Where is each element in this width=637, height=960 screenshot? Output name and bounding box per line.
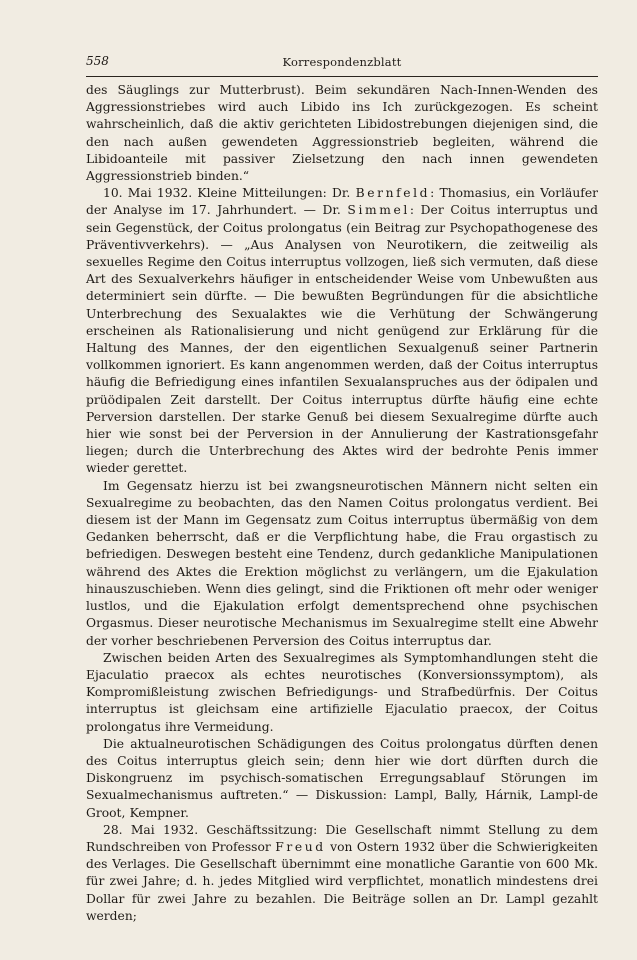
- paragraph-continuation: des Säuglings zur Mutterbrust). Beim sekundären Nach-Innen-Wenden des Aggressionstriebes wird auch Libido ins Ich zurückgezogen. Es scheint wahrscheinlich, daß die aktiv gerichteten Libidostrebungen diejenigen sind, die den nach außen gewendeten Aggressionstrieb begleiten, während die Libidoanteile mit passiver Zielsetzung den nach innen gewendeten Aggressionstrieb binden.“: [86, 83, 598, 184]
- paragraph-lead: 10. Mai 1932. Kleine Mitteilungen: Dr.: [103, 186, 356, 201]
- paragraph-may-10: [86, 185, 598, 477]
- paragraph-rest: : Der Coitus interruptus und sein Gegenstück, der Coitus prolongatus (ein Beitrag zur Psychopathogenese des Präventivverkehrs). — „Aus Analysen von Neurotikern, die zeitweilig als sexuelles Regime den Coitus interruptus vollzogen, ließ sich vermuten, daß diese Art des Sexualverkehrs häufiger in entscheidender Weise vom Unbewußten aus determiniert sein dürfte. — Die bewußten Begründungen für die absichtliche Unterbrechung des Sexualaktes wie die Verhütung der Schwängerung erscheinen als Rationalisierung und nicht genügend zur Erklärung für die Haltung des Mannes, der den eigentlichen Sexualgenuß seiner Partnerin vollkommen ignoriert. Es kann angenommen werden, daß der Coitus interruptus häufig die Befriedigung eines infantilen Sexualanspruches aus der ödipalen und prüödipalen Zeit darstellt. Der Coitus interruptus dürfte häufig eine echte Perversion darstellen. Der starke Genuß bei diesem Sexualregime dürfte auch hier wie sonst bei der Perversion in der Annulierung der Kastrationsgefahr liegen; durch die Unterbrechung des Aktes wird der bedrohte Penis immer wieder gerettet.: [86, 203, 598, 476]
- author-name-simmel: Simmel: [347, 203, 410, 218]
- paragraph-coitus-prolongatus: Im Gegensatz hierzu ist bei zwangsneurotischen Männern nicht selten ein Sexualregime zu beobachten, das den Namen Coitus prolongatus verdient. Bei diesem ist der Mann im Gegensatz zum Coitus interruptus übermäßig von dem Gedanken beherrscht, daß er die Verpflichtung habe, die Frau orgastisch zu befriedigen. Deswegen besteht eine Tendenz, durch gedankliche Manipulationen während des Aktes die Erektion möglichst zu verlängern, um die Ejakulation hinauszuschieben. Wenn dies gelingt, sind die Friktionen oft mehr oder weniger lustlos, und die Ejakulation erfolgt dementsprechend ohne psychischen Orgasmus. Dieser neurotische Mechanismus im Sexualregime stellt eine Abwehr der vorher beschriebenen Perversion des Coitus interruptus dar.: [86, 478, 598, 648]
- header-rule: [86, 76, 598, 77]
- paragraph-lead: 28. Mai 1932. Geschäftssitzung: Die Gesellschaft nimmt Stellung zu dem Rundschreiben von Professor: [86, 822, 598, 854]
- running-head: Korrespondenzblatt: [282, 55, 402, 69]
- paragraph-aktualneurotisch: Die aktualneurotischen Schädigungen des Coitus prolongatus dürften denen des Coitus interruptus gleich sein; denn hier wie dort dürften durch die Diskongruenz im psychisch-somatischen Erregungsablauf Störungen im Sexualmechanismus auftreten.“ — Diskussion: Lampl, Bally, Hárnik, Lampl-de Groot, Kempner.: [86, 736, 598, 820]
- page-header: [86, 52, 598, 72]
- body-text: [86, 82, 598, 925]
- author-name-bernfeld: Bernfeld: [355, 186, 431, 201]
- paragraph-ejaculatio-praecox: Zwischen beiden Arten des Sexualregimes als Symptomhandlungen steht die Ejaculatio praecox als echtes neurotisches (Konversionssymptom), als Kompromißleistung zwischen Befriedigungs- und Strafbedürfnis. Der Coitus interruptus ist gleichsam eine artifizielle Ejaculatio praecox, der Coitus prolongatus ihre Vermeidung.: [86, 650, 598, 734]
- paragraph-rest: von Ostern 1932 über die Schwierigkeiten des Verlages. Die Gesellschaft übernimmt eine monatliche Garantie von 600 Mk. für zwei Jahre; d. h. jedes Mitglied wird verpflichtet, monatlich mindestens drei Dollar für zwei Jahre zu bezahlen. Die Beiträge sollen an Dr. Lampl gezahlt werden;: [86, 839, 598, 923]
- page-number: 558: [86, 54, 109, 68]
- author-name-freud: Freud: [275, 839, 326, 854]
- paragraph-mid: : Thomasius, ein Vorläufer der Analyse im 17. Jahrhundert. — Dr.: [86, 186, 598, 218]
- paragraph-may-28: [86, 822, 598, 925]
